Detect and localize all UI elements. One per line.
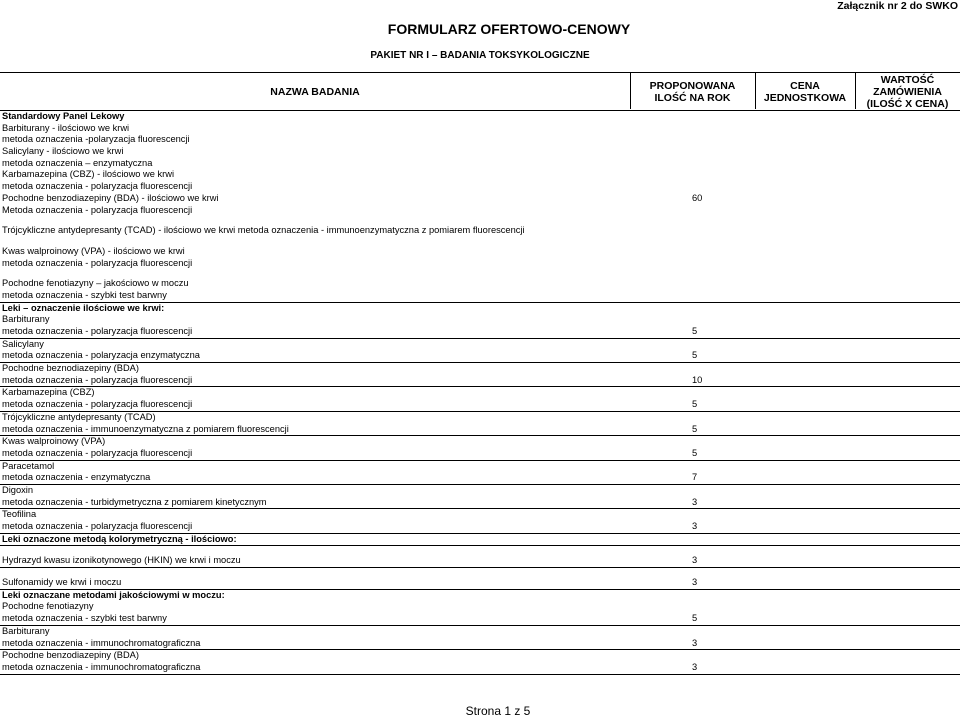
table-row bbox=[0, 111, 960, 123]
test-name-cell: Digoxin bbox=[2, 484, 34, 495]
header-quantity: PROPONOWANA ILOŚĆ NA ROK bbox=[649, 79, 736, 104]
header-order-value: WARTOŚĆ ZAMÓWIENIA (ILOŚĆ X CENA) bbox=[866, 73, 949, 110]
annex-label: Załącznik nr 2 do SWKO bbox=[837, 0, 958, 12]
quantity-cell: 5 bbox=[692, 447, 698, 458]
table-row bbox=[0, 508, 960, 521]
test-name-cell: metoda oznaczenia - polaryzacja enzymatyczna bbox=[2, 350, 200, 361]
test-name-cell: Leki oznaczone metodą kolorymetryczną - ilościowo: bbox=[2, 533, 237, 544]
table-row bbox=[0, 662, 960, 674]
quantity-cell: 3 bbox=[692, 555, 698, 566]
table-row bbox=[0, 169, 960, 181]
table-row bbox=[0, 134, 960, 146]
table-row bbox=[0, 302, 960, 315]
quantity-cell: 60 bbox=[692, 192, 703, 203]
test-name-cell: Hydrazyd kwasu izonikotynowego (HKIN) we krwi i moczu bbox=[2, 555, 241, 566]
test-name-cell: Barbiturany bbox=[2, 625, 50, 636]
test-name-cell: Kwas walproinowy (VPA) - ilościowo we krwi bbox=[2, 245, 185, 256]
test-name-cell: Trójcykliczne antydepresanty (TCAD) bbox=[2, 411, 156, 422]
table-row bbox=[0, 435, 960, 448]
table-row bbox=[0, 350, 960, 362]
quantity-cell: 5 bbox=[692, 399, 698, 410]
table-row bbox=[0, 193, 960, 205]
table-row bbox=[0, 246, 960, 258]
table-row bbox=[0, 278, 960, 290]
table-row bbox=[0, 362, 960, 375]
table-row bbox=[0, 638, 960, 650]
table-row bbox=[0, 375, 960, 387]
test-name-cell: Pochodne benzodiazepiny (BDA) - ilościowo we krwi bbox=[2, 192, 219, 203]
quantity-cell: 5 bbox=[692, 423, 698, 434]
quantity-cell: 3 bbox=[692, 661, 698, 672]
table-row bbox=[0, 577, 960, 589]
test-name-cell: Salicylany bbox=[2, 338, 44, 349]
quantity-cell: 3 bbox=[692, 577, 698, 588]
test-name-cell: Sulfonamidy we krwi i moczu bbox=[2, 577, 122, 588]
table-row bbox=[0, 484, 960, 497]
test-name-cell: metoda oznaczenia - immunochromatograficzna bbox=[2, 637, 201, 648]
table-row bbox=[0, 258, 960, 270]
table-row bbox=[0, 146, 960, 158]
table-row bbox=[0, 497, 960, 509]
test-name-cell: metoda oznaczenia - polaryzacja fluorescencji bbox=[2, 374, 193, 385]
test-name-cell: Kwas walproinowy (VPA) bbox=[2, 436, 106, 447]
test-name-cell: metoda oznaczenia - polaryzacja fluorescencji bbox=[2, 399, 193, 410]
test-name-cell: Pochodne beznodiazepiny (BDA) bbox=[2, 363, 139, 374]
quantity-cell: 5 bbox=[692, 350, 698, 361]
test-name-cell: Standardowy Panel Lekowy bbox=[2, 111, 125, 121]
test-name-cell: Barbiturany - ilościowo we krwi bbox=[2, 122, 130, 133]
test-name-cell: Karbamazepina (CBZ) bbox=[2, 387, 95, 398]
test-name-cell: metoda oznaczenia - szybki test barwny bbox=[2, 289, 167, 300]
table-row bbox=[0, 533, 960, 546]
table-body bbox=[0, 111, 960, 675]
table-row bbox=[0, 181, 960, 193]
test-name-cell: metoda oznaczenia - polaryzacja fluorescencji bbox=[2, 326, 193, 336]
header-name: NAZWA BADANIA bbox=[270, 85, 360, 98]
table-row bbox=[0, 460, 960, 473]
package-subtitle: PAKIET NR I – BADANIA TOKSYKOLOGICZNE bbox=[370, 50, 590, 61]
table-row bbox=[0, 613, 960, 625]
quantity-cell: 7 bbox=[692, 472, 698, 483]
test-name-cell: metoda oznaczenia -polaryzacja fluorescencji bbox=[2, 134, 190, 145]
table-row bbox=[0, 338, 960, 351]
test-name-cell: Barbiturany bbox=[2, 314, 50, 325]
table-row bbox=[0, 448, 960, 460]
table-header bbox=[0, 72, 960, 111]
test-name-cell: metoda oznaczenia - polaryzacja fluorescencji bbox=[2, 257, 193, 268]
table-row bbox=[0, 472, 960, 484]
test-name-cell: Pochodne fenotiazyny – jakościowo w moczu bbox=[2, 278, 189, 289]
table-row bbox=[0, 290, 960, 302]
pricing-table bbox=[0, 72, 960, 675]
table-row bbox=[0, 205, 960, 217]
quantity-cell: 3 bbox=[692, 496, 698, 507]
table-row bbox=[0, 411, 960, 424]
test-name-cell: Karbamazepina (CBZ) - ilościowo we krwi bbox=[2, 169, 175, 180]
test-name-cell: metoda oznaczenia - polaryzacja fluorescencji bbox=[2, 447, 193, 458]
table-row bbox=[0, 314, 960, 326]
test-name-cell: metoda oznaczenia - immunochromatograficzna bbox=[2, 661, 201, 672]
test-name-cell: Teofilina bbox=[2, 509, 37, 520]
test-name-cell: Trójcykliczne antydepresanty (TCAD) - ilościowo we krwi metoda oznaczenia - immunoenzymatyczna z pomiarem fluorescencji bbox=[2, 225, 525, 236]
test-name-cell: Leki oznaczane metodami jakościowymi w moczu: bbox=[2, 589, 225, 600]
table-row bbox=[0, 399, 960, 411]
quantity-cell: 3 bbox=[692, 637, 698, 648]
test-name-cell: metoda oznaczenia - szybki test barwny bbox=[2, 613, 167, 624]
test-name-cell: Salicylany - ilościowo we krwi bbox=[2, 146, 124, 157]
table-row bbox=[0, 424, 960, 436]
test-name-cell: Leki – oznaczenie ilościowe we krwi: bbox=[2, 302, 165, 313]
test-name-cell: metoda oznaczenia – enzymatyczna bbox=[2, 157, 153, 168]
test-name-cell: Pochodne fenotiazyny bbox=[2, 601, 94, 612]
table-row bbox=[0, 123, 960, 135]
table-row bbox=[0, 521, 960, 533]
test-name-cell: metoda oznaczenia - polaryzacja fluorescencji bbox=[2, 181, 193, 192]
table-row bbox=[0, 649, 960, 662]
table-row bbox=[0, 225, 960, 237]
test-name-cell: metoda oznaczenia - immunoenzymatyczna z pomiarem fluorescencji bbox=[2, 423, 289, 434]
quantity-cell: 3 bbox=[692, 521, 698, 531]
test-name-cell: Paracetamol bbox=[2, 460, 55, 471]
test-name-cell: metoda oznaczenia - turbidymetryczna z pomiarem kinetycznym bbox=[2, 496, 267, 507]
test-name-cell: metoda oznaczenia - polaryzacja fluorescencji bbox=[2, 521, 193, 531]
table-row bbox=[0, 158, 960, 170]
quantity-cell: 5 bbox=[692, 326, 698, 336]
page-number: Strona 1 z 5 bbox=[465, 704, 531, 718]
quantity-cell: 10 bbox=[692, 374, 703, 385]
table-row bbox=[0, 326, 960, 338]
header-unit-price: CENA JEDNOSTKOWA bbox=[763, 79, 847, 104]
table-row bbox=[0, 601, 960, 613]
test-name-cell: metoda oznaczenia - enzymatyczna bbox=[2, 472, 151, 483]
form-title: FORMULARZ OFERTOWO-CENOWY bbox=[387, 21, 631, 37]
test-name-cell: Pochodne benzodiazepiny (BDA) bbox=[2, 650, 139, 661]
table-row bbox=[0, 555, 960, 567]
quantity-cell: 5 bbox=[692, 613, 698, 624]
test-name-cell: Metoda oznaczenia - polaryzacja fluorescencji bbox=[2, 204, 193, 215]
table-row bbox=[0, 589, 960, 602]
table-row bbox=[0, 386, 960, 399]
table-row bbox=[0, 625, 960, 638]
